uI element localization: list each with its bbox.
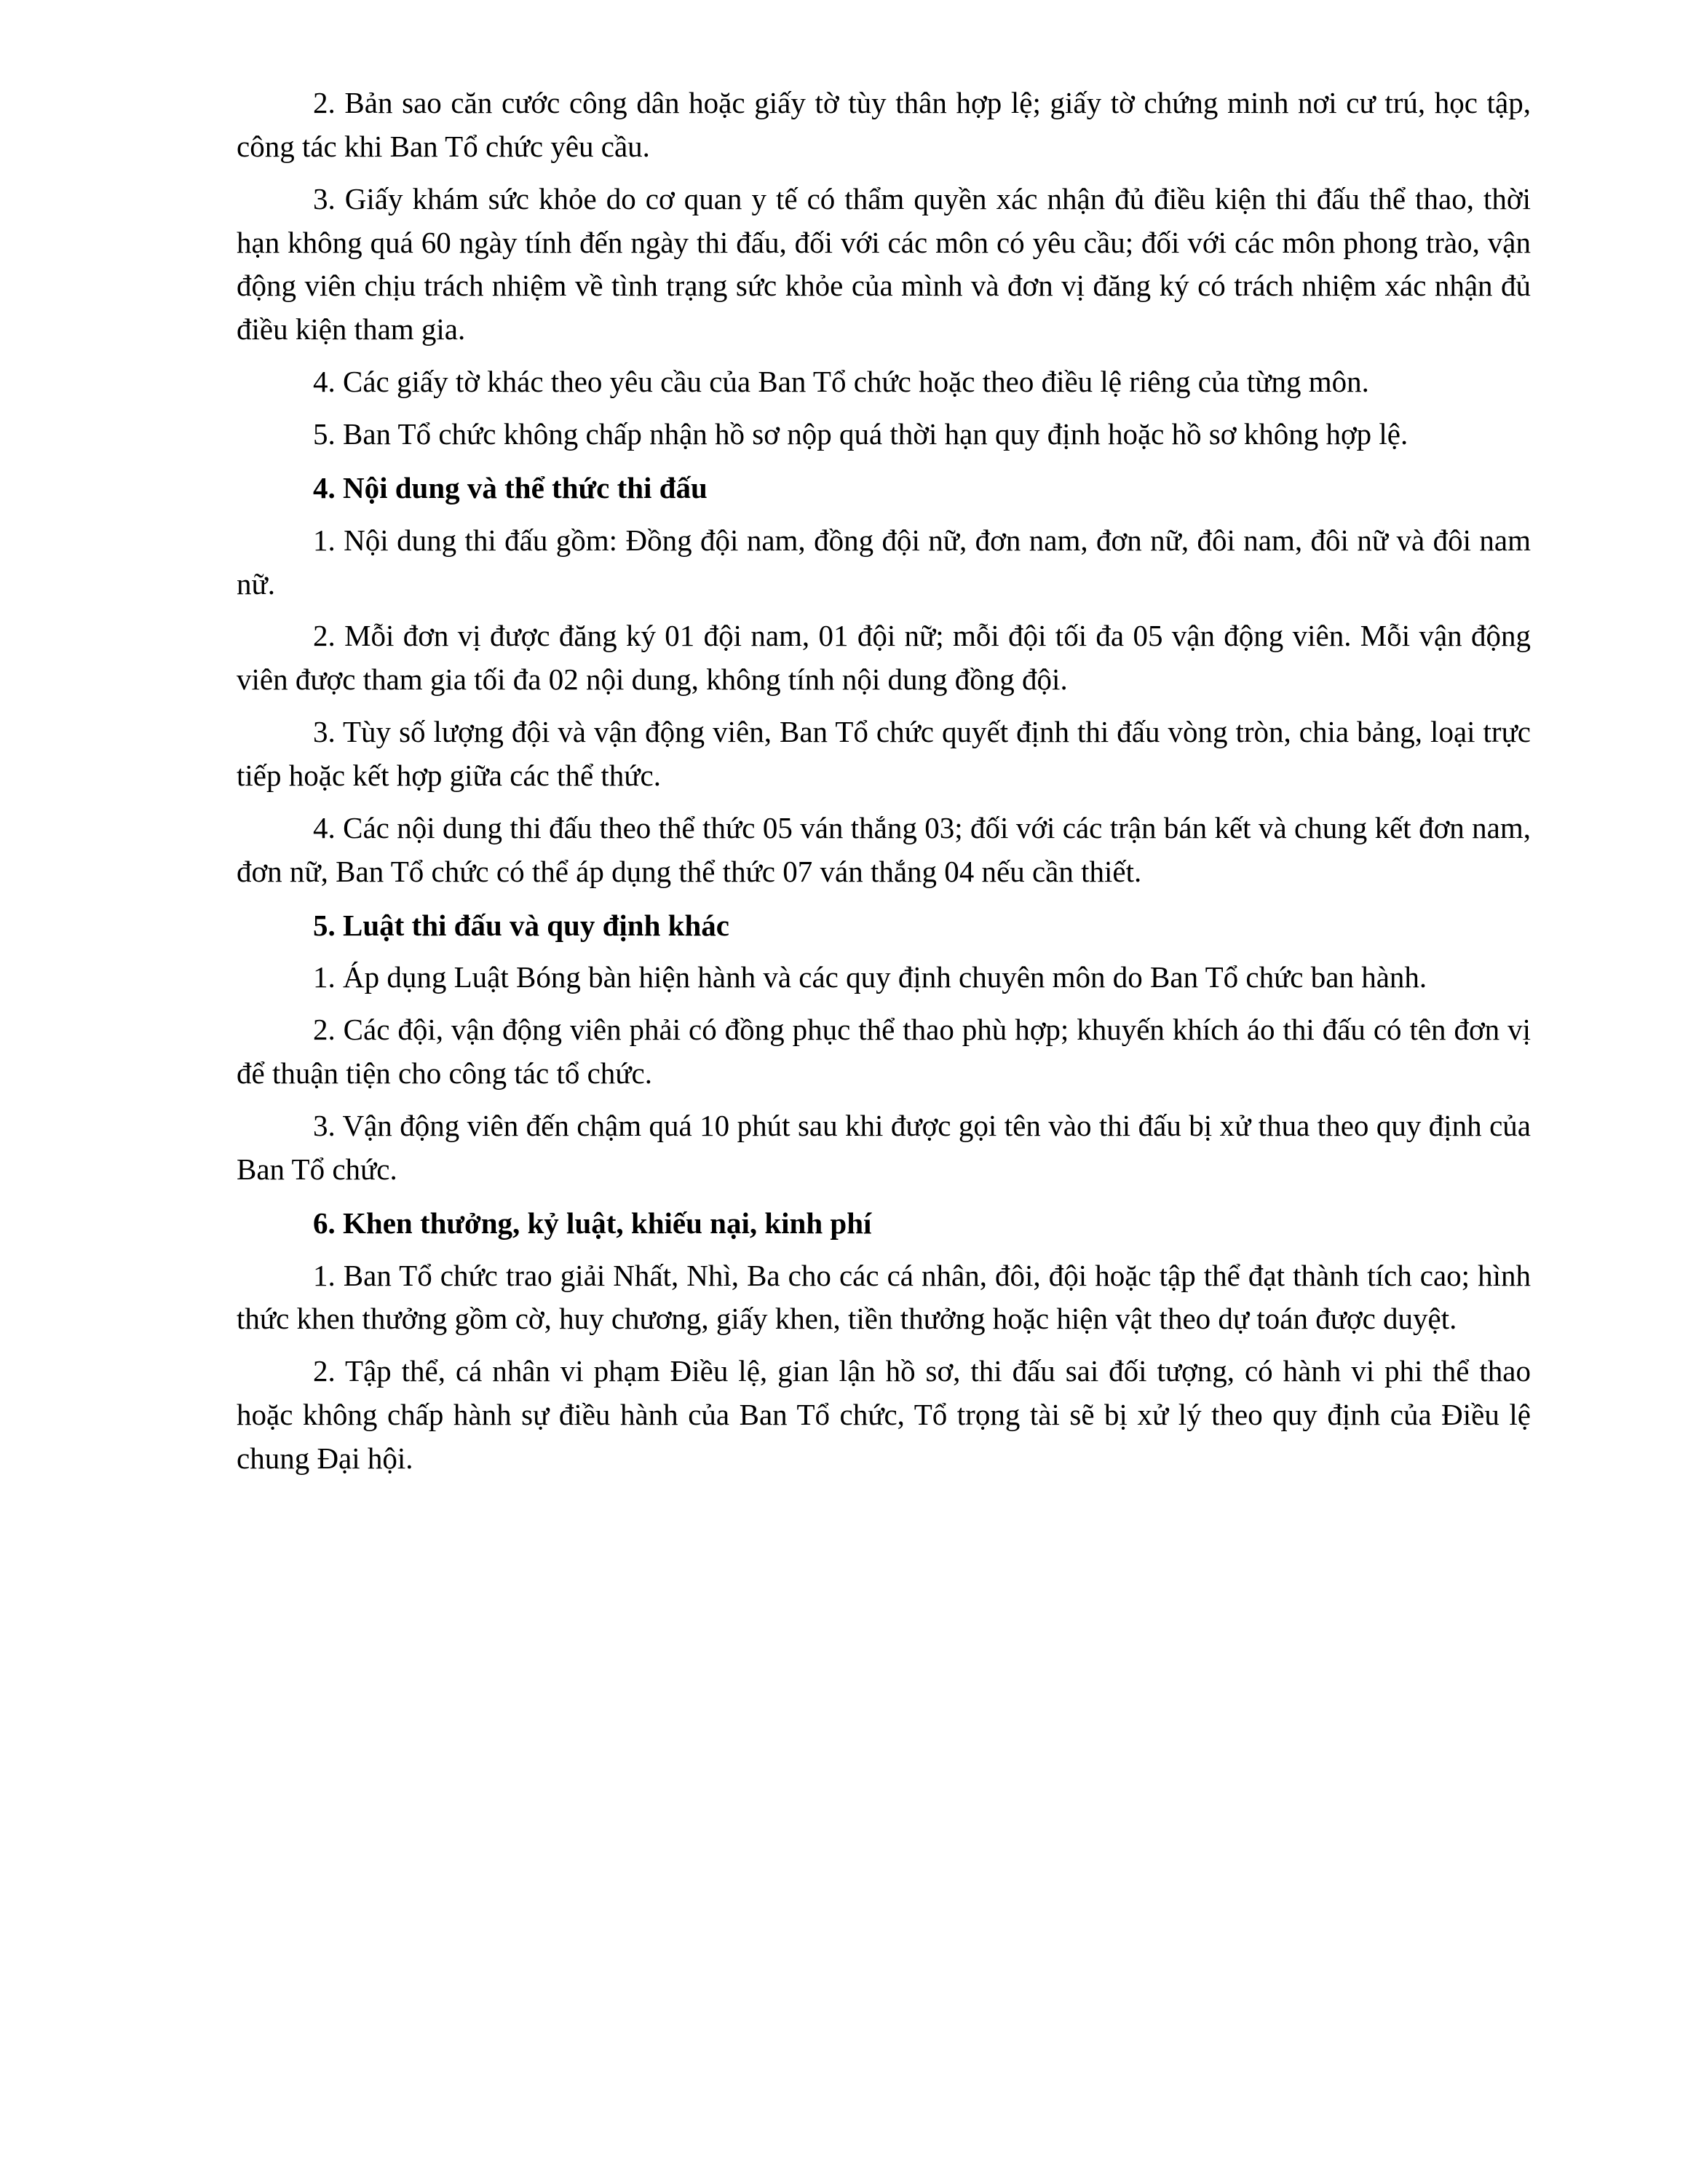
paragraph-item-5-khong-chap-nhan: 5. Ban Tổ chức không chấp nhận hồ sơ nộp quá thời hạn quy định hoặc hồ sơ không hợp lệ. (313, 417, 1408, 451)
section-heading-4-noi-dung-va-the-thuc-thi-dau: 4. Nội dung và thể thức thi đấu (313, 470, 708, 505)
section-heading-5-luat-thi-dau-va-quy-dinh-khac: 5. Luật thi đấu và quy định khác (313, 908, 729, 942)
paragraph-s4-item-2-dang-ky-doi: 2. Mỗi đơn vị được đăng ký 01 đội nam, 01 đội nữ; mỗi đội tối đa 05 vận động viên. Mỗi vận động viên được tham gia tối đa 02 nội dung, không tính nội dung đồng đội. (237, 619, 1531, 697)
paragraph-item-3-giay-kham-suc-khoe: 3. Giấy khám sức khỏe do cơ quan y tế có thẩm quyền xác nhận đủ điều kiện thi đấu thể thao, thời hạn không quá 60 ngày tính đến ngày thi đấu, đối với các môn có yêu cầu; đối với các môn phong trào, vận động viên chịu trách nhiệm về tình trạng sức khỏe của mình và đơn vị đăng ký có trách nhiệm xác nhận đủ điều kiện tham gia. (237, 181, 1531, 347)
section-heading-6-khen-thuong-ky-luat-khieu-nai-kinh-phi: 6. Khen thưởng, kỷ luật, khiếu nại, kinh phí (313, 1206, 872, 1240)
paragraph-s5-item-1-ap-dung-luat: 1. Áp dụng Luật Bóng bàn hiện hành và các quy định chuyên môn do Ban Tổ chức ban hành. (313, 960, 1427, 994)
paragraph-item-2-ho-so: 2. Bản sao căn cước công dân hoặc giấy tờ tùy thân hợp lệ; giấy tờ chứng minh nơi cư trú, học tập, công tác khi Ban Tổ chức yêu cầu. (237, 86, 1531, 163)
paragraph-s5-item-2-dong-phuc: 2. Các đội, vận động viên phải có đồng phục thể thao phù hợp; khuyến khích áo thi đấu có tên đơn vị để thuận tiện cho công tác tổ chức. (237, 1013, 1531, 1091)
paragraph-s5-item-3-den-cham: 3. Vận động viên đến chậm quá 10 phút sau khi được gọi tên vào thi đấu bị xử thua theo quy định của Ban Tổ chức. (237, 1109, 1531, 1186)
paragraph-item-4-cac-giay-to-khac: 4. Các giấy tờ khác theo yêu cầu của Ban Tổ chức hoặc theo điều lệ riêng của từng môn. (313, 365, 1369, 399)
paragraph-s6-item-1-trao-giai: 1. Ban Tổ chức trao giải Nhất, Nhì, Ba cho các cá nhân, đôi, đội hoặc tập thể đạt thành tích cao; hình thức khen thưởng gồm cờ, huy chương, giấy khen, tiền thưởng hoặc hiện vật theo dự toán được duyệt. (237, 1258, 1531, 1336)
paragraph-s4-item-1-noi-dung-thi-dau: 1. Nội dung thi đấu gồm: Đồng đội nam, đồng đội nữ, đơn nam, đơn nữ, đôi nam, đôi nữ và đôi nam nữ. (237, 523, 1531, 601)
paragraph-s4-item-4-the-thuc-van-thang: 4. Các nội dung thi đấu theo thể thức 05 ván thắng 03; đối với các trận bán kết và chung kết đơn nam, đơn nữ, Ban Tổ chức có thể áp dụng thể thức 07 ván thắng 04 nếu cần thiết. (237, 810, 1531, 888)
paragraph-s4-item-3-the-thuc-vong-tron: 3. Tùy số lượng đội và vận động viên, Ban Tổ chức quyết định thi đấu vòng tròn, chia bảng, loại trực tiếp hoặc kết hợp giữa các thể thức. (237, 715, 1531, 793)
paragraph-s6-item-2-vi-pham: 2. Tập thể, cá nhân vi phạm Điều lệ, gian lận hồ sơ, thi đấu sai đối tượng, có hành vi phi thể thao hoặc không chấp hành sự điều hành của Ban Tổ chức, Tổ trọng tài sẽ bị xử lý theo quy định của Điều lệ chung Đại hội. (237, 1354, 1531, 1476)
document-body (237, 82, 1531, 1489)
